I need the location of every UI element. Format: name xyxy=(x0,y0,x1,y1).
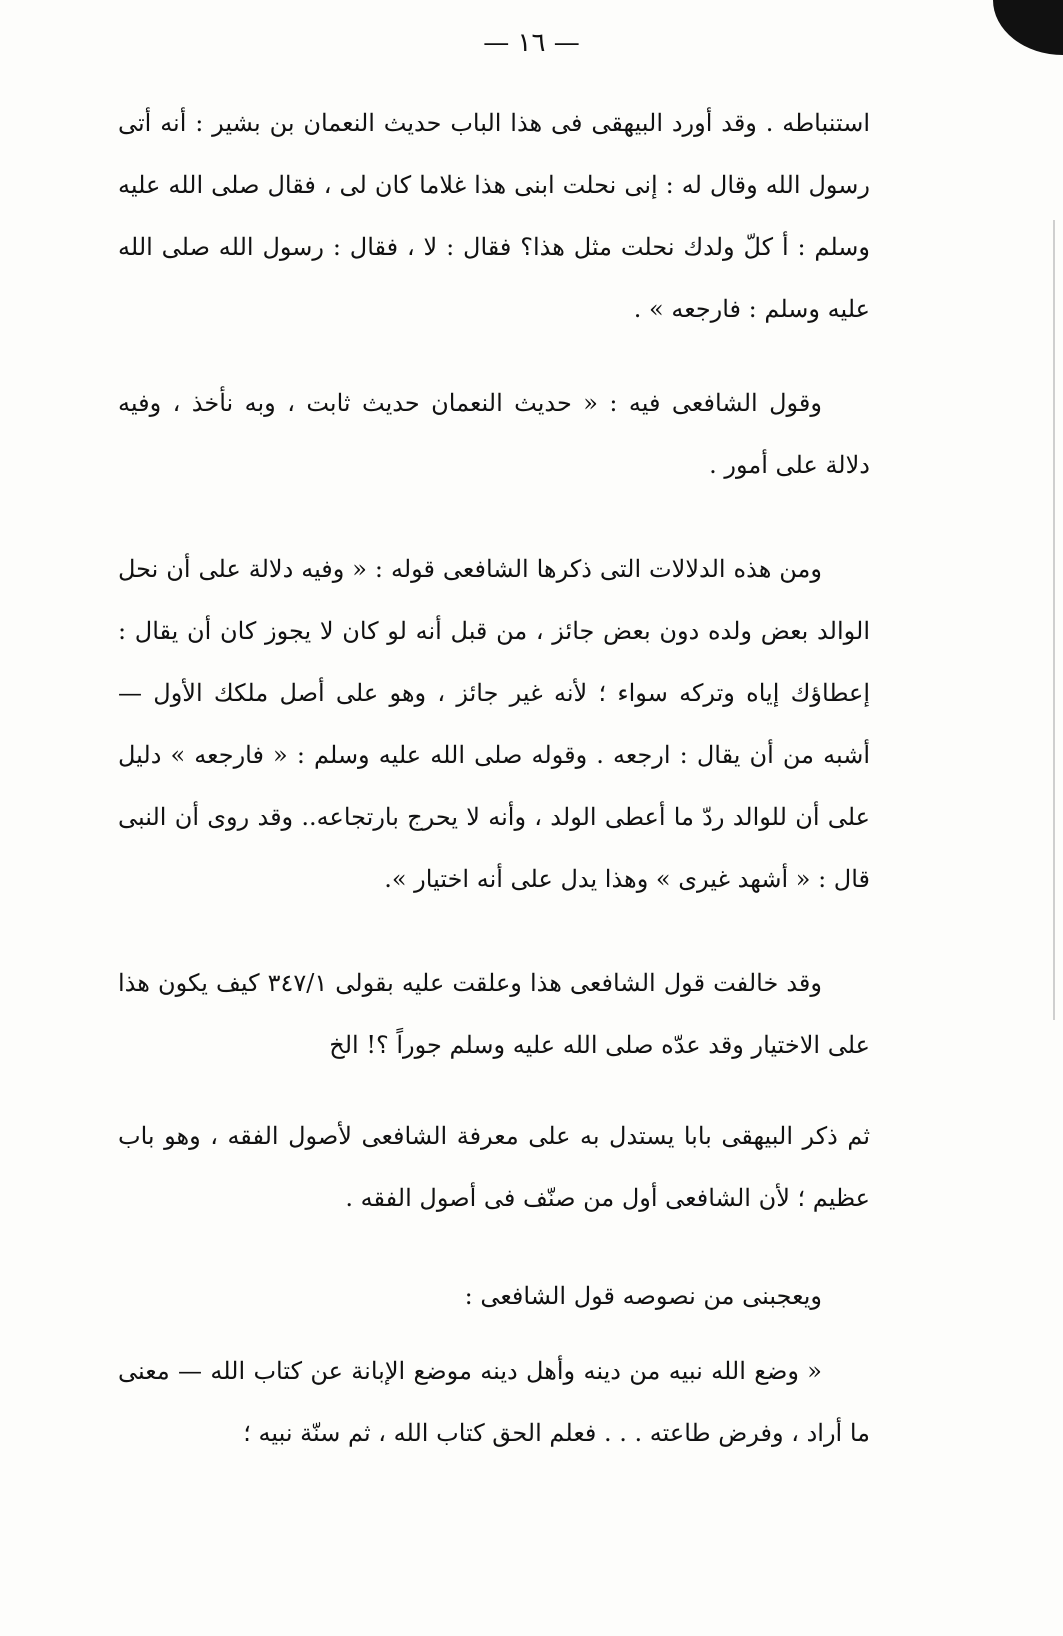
paragraph-2-text: وقول الشافعى فيه : « حديث النعمان حديث ثابت ، وبه نأخذ ، وفيه دلالة على أمور . xyxy=(118,389,870,479)
paragraph-4 xyxy=(118,952,870,1076)
paragraph-7 xyxy=(118,1340,870,1464)
paragraph-5 xyxy=(118,1105,870,1229)
paragraph-7-text: « وضع الله نبيه من دينه وأهل دينه موضع الإبانة عن كتاب الله — معنى ما أراد ، وفرض طاعته . . . فعلم الحق كتاب الله ، ثم سنّة نبيه ؛ xyxy=(118,1357,870,1447)
page-number: — ١٦ — xyxy=(483,28,580,58)
paragraph-1 xyxy=(118,92,870,340)
paragraph-2 xyxy=(118,372,870,496)
paragraph-3-text: ومن هذه الدلالات التى ذكرها الشافعى قوله : « وفيه دلالة على أن نحل الوالد بعض ولده دون بعض جائز ، من قبل أنه لو كان لا يجوز كان أن يقال : إعطاؤك إياه وتركه سواء ؛ لأنه غير جائز ، وهو على أصل ملكك الأول — أشبه من أن يقال : ارجعه . وقوله صلى الله عليه وسلم : « فارجعه » دليل على أن للوالد ردّ ما أعطى الولد ، وأنه لا يحرج بارتجاعه.. وقد روى أن النبى قال : « أشهد غيرى » وهذا يدل على أنه اختيار ». xyxy=(118,555,871,893)
paragraph-3 xyxy=(118,538,870,910)
paragraph-6-text: ويعجبنى من نصوصه قول الشافعى : xyxy=(464,1282,822,1310)
paragraph-4-text: وقد خالفت قول الشافعى هذا وعلقت عليه بقولى ٣٤٧/١ كيف يكون هذا على الاختيار وقد عدّه صلى الله عليه وسلم جوراً ؟! الخ xyxy=(118,969,870,1059)
paragraph-6 xyxy=(118,1265,870,1327)
paragraph-1-text: استنباطه . وقد أورد البيهقى فى هذا الباب حديث النعمان بن بشير : أنه أتى رسول الله وقال له : إنى نحلت ابنى هذا غلاما كان لى ، فقال صلى الله عليه وسلم : أ كلّ ولدك نحلت مثل هذا؟ فقال : لا ، فقال : رسول الله صلى الله عليه وسلم : فارجعه » . xyxy=(118,109,871,323)
paragraph-5-text: ثم ذكر البيهقى بابا يستدل به على معرفة الشافعى لأصول الفقه ، وهو باب عظيم ؛ لأن الشافعى أول من صنّف فى أصول الفقه . xyxy=(118,1122,870,1212)
page-edge-line xyxy=(1053,220,1055,1020)
